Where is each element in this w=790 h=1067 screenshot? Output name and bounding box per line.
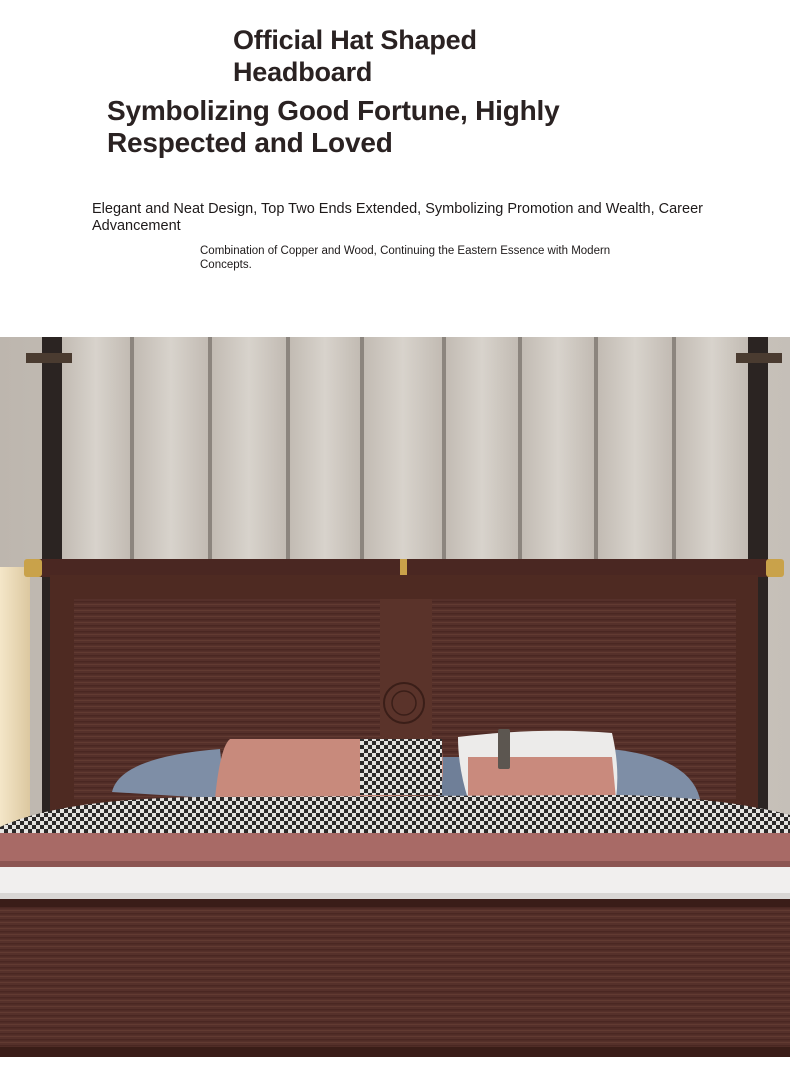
blanket (0, 833, 790, 865)
bed-product-photo (0, 337, 790, 1057)
lamp (0, 567, 30, 827)
bed-footboard (0, 899, 790, 1057)
wall-panels (62, 337, 748, 567)
carved-medallion (384, 683, 424, 723)
description-paragraph: Elegant and Neat Design, Top Two Ends Extended, Symbolizing Promotion and Wealth, Career Advancement (92, 201, 703, 234)
headline-subtitle: Symbolizing Good Fortune, Highly Respected and Loved (107, 95, 560, 158)
description-note: Combination of Copper and Wood, Continuing the Eastern Essence with Modern Concepts. (200, 245, 611, 271)
headline-title: Official Hat Shaped Headboard (233, 25, 477, 87)
houndstooth-throw (0, 795, 790, 837)
